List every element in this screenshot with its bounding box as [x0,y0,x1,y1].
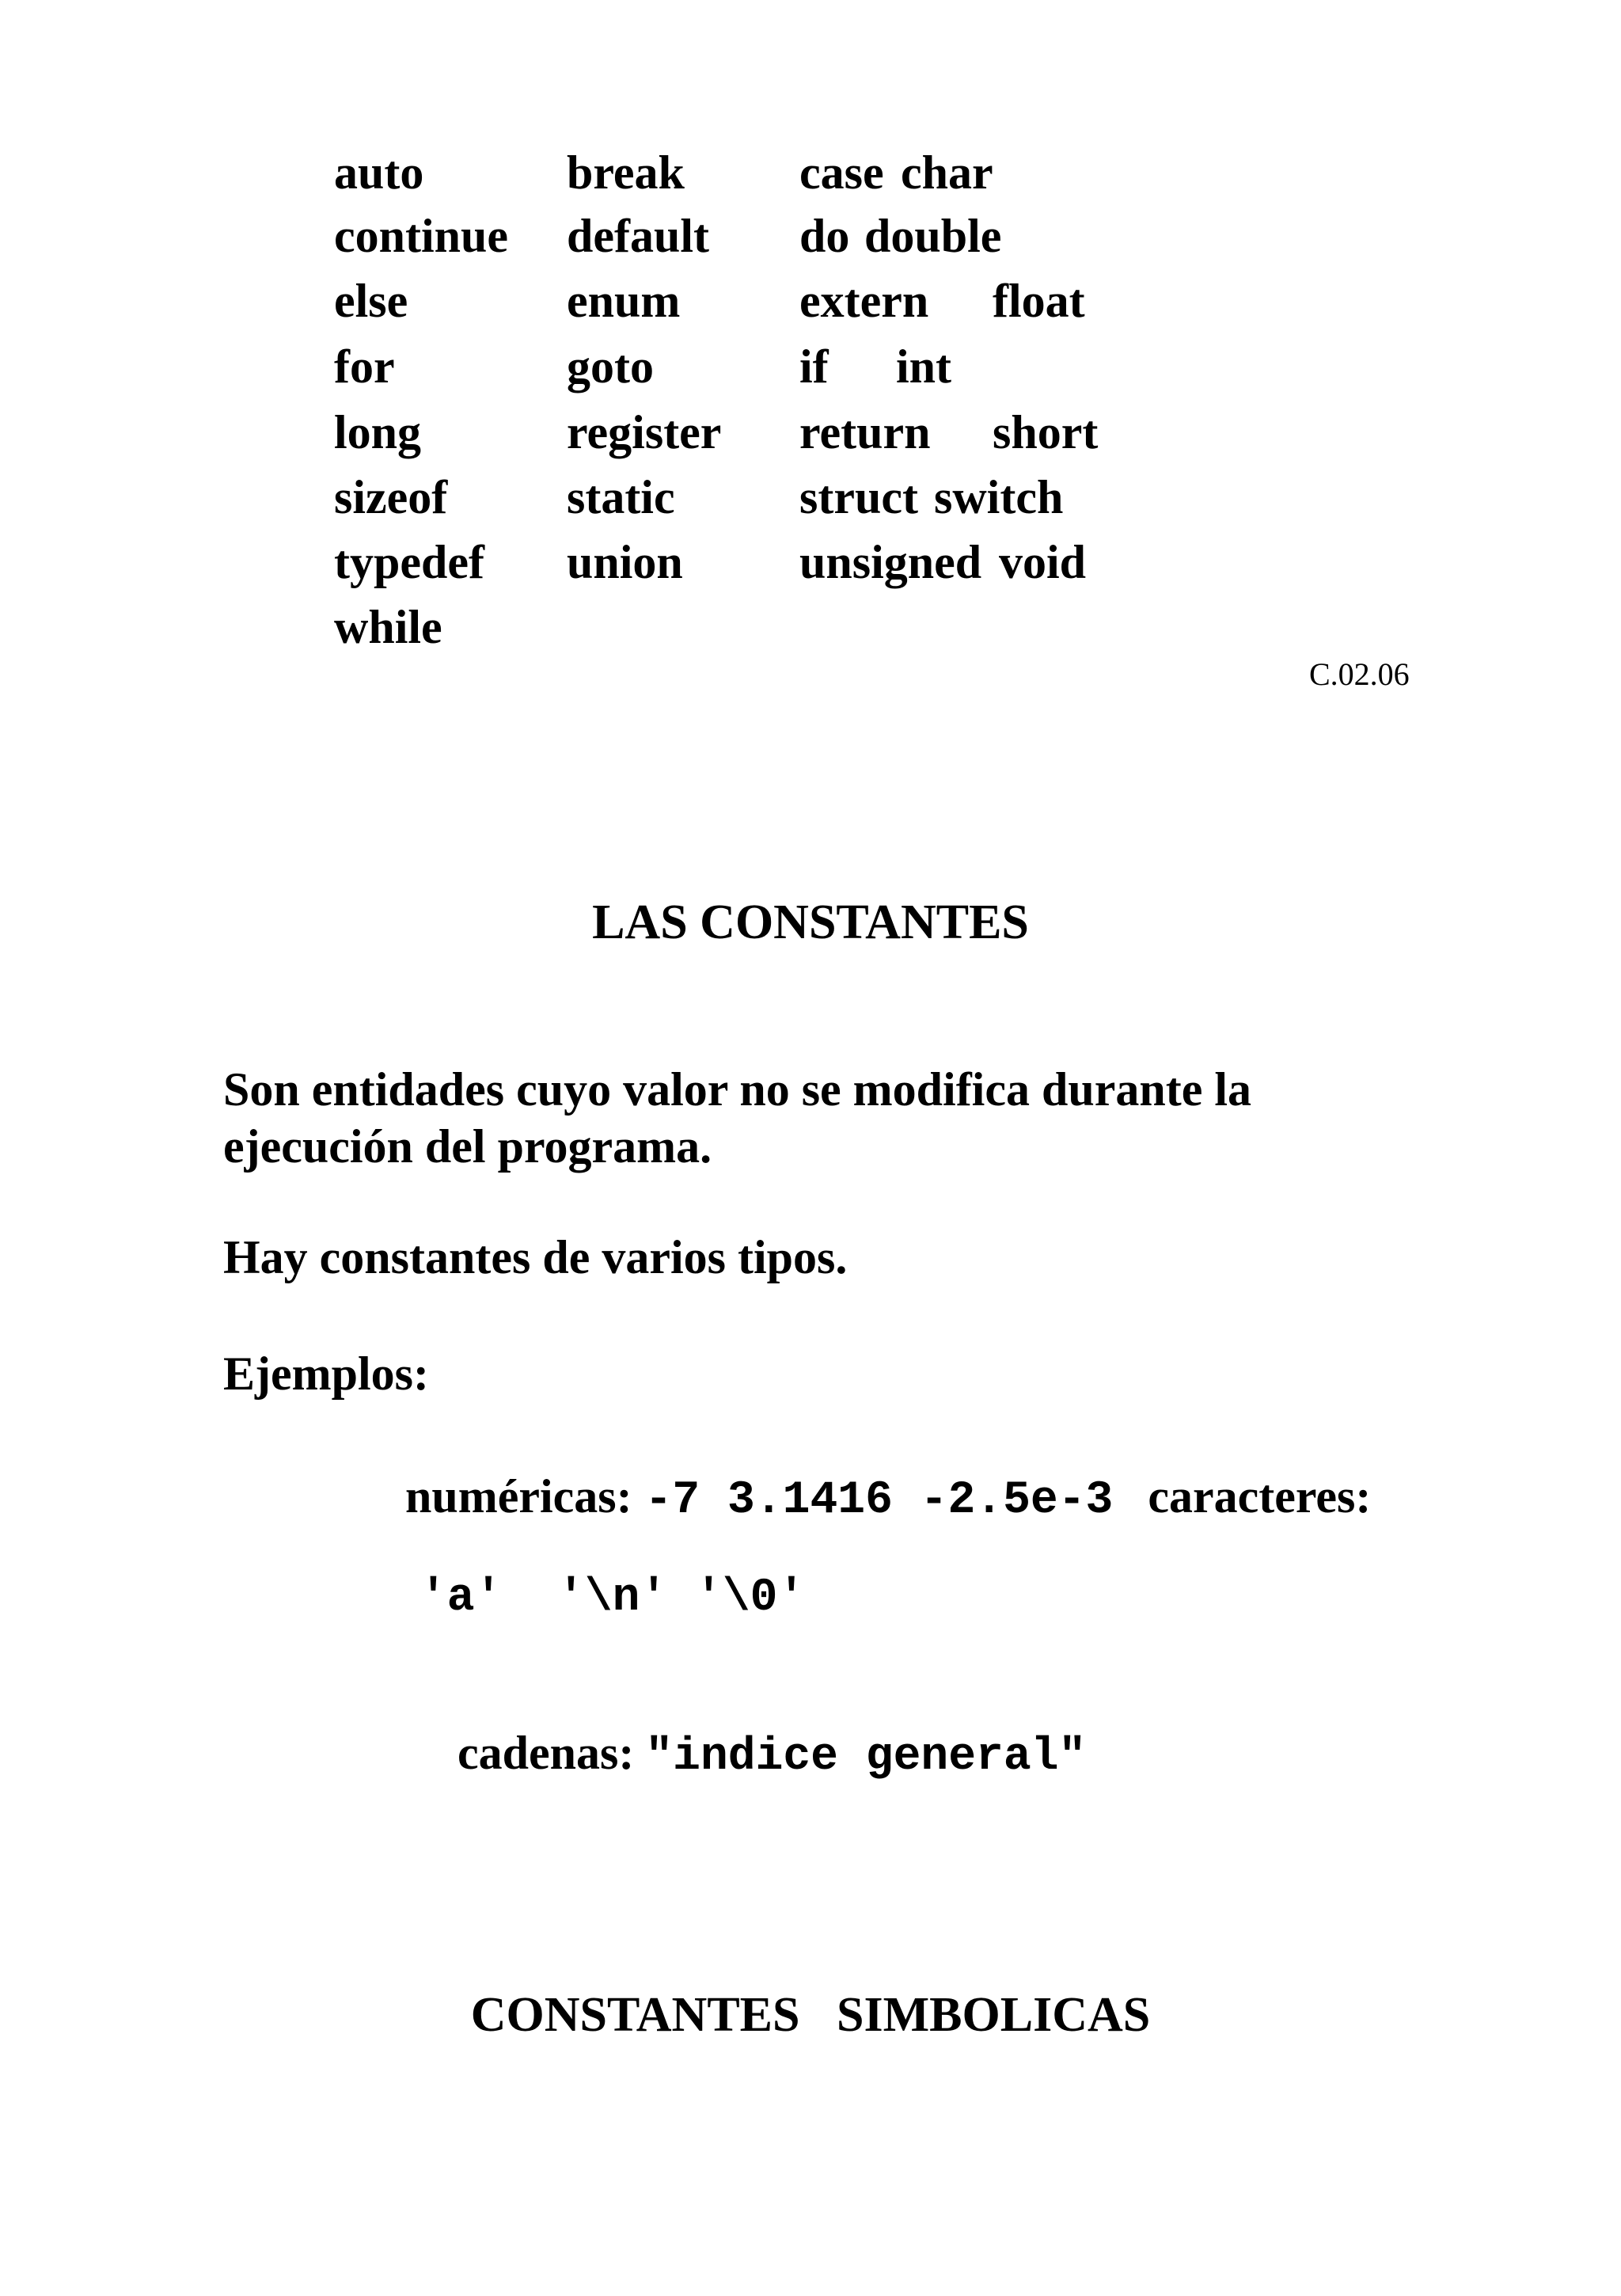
keyword: while [334,601,442,653]
keyword: int [896,340,952,393]
keyword: for [334,340,395,393]
keyword: static [567,471,675,523]
keyword: break [567,146,685,199]
strings-label: cadenas: [457,1727,635,1779]
paragraph-line: ejecución del programa. [223,1120,712,1173]
keyword: case [799,146,884,199]
keyword: switch [934,471,1064,523]
numeric-examples-line [405,1470,1372,1526]
keyword: sizeof [334,471,448,523]
keyword: double [864,210,1002,262]
keyword: do [799,210,850,262]
numeric-values: -7 3.1416 -2.5e-3 [644,1475,1114,1526]
numeric-label: numéricas: [405,1470,632,1522]
keyword: default [567,210,709,262]
keyword: return [799,406,931,458]
string-examples-line [457,1729,1086,1783]
keyword: typedef [334,536,484,588]
keyword: auto [334,146,424,199]
chars-label: caracteres: [1148,1470,1372,1522]
keyword: else [334,275,408,327]
char-examples: 'a' '\n' '\0' [419,1572,806,1624]
keyword: long [334,406,422,458]
keyword: continue [334,210,509,262]
string-example: "indice general" [645,1732,1087,1783]
keyword: void [999,536,1087,588]
keyword: register [567,406,722,458]
page-id: C.02.06 [1309,656,1410,692]
keyword: unsigned [799,536,982,588]
paragraph-line: Son entidades cuyo valor no se modifica durante la [223,1063,1251,1116]
keyword: union [567,536,683,588]
keyword: if [799,340,829,393]
keyword: extern [799,275,929,327]
section-title: LAS CONSTANTES [592,895,1029,949]
keyword: enum [567,275,681,327]
examples-label: Ejemplos: [223,1348,429,1400]
keyword: short [993,406,1099,458]
paragraph: Hay constantes de varios tipos. [223,1231,848,1283]
keyword: goto [567,340,654,393]
section-title: CONSTANTES SIMBOLICAS [470,1988,1151,2042]
keyword: float [993,275,1085,327]
keyword: struct [799,471,918,523]
keyword: char [901,146,993,199]
